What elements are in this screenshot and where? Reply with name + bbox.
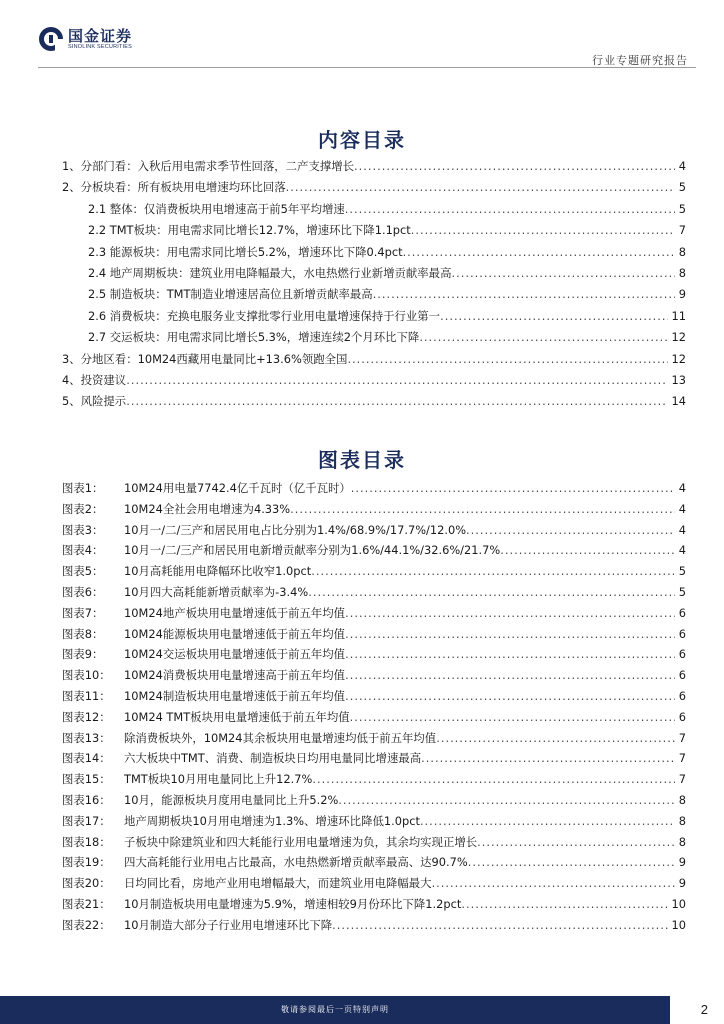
dot-leader bbox=[466, 523, 675, 537]
figure-page: 6 bbox=[678, 668, 686, 683]
dot-leader bbox=[345, 202, 675, 216]
dot-leader bbox=[286, 180, 675, 194]
toc-entry-page: 5 bbox=[678, 180, 686, 195]
toc-entry[interactable] bbox=[62, 351, 686, 372]
figure-title: 10M24 TMT板块用电量增速低于前五年均值 bbox=[124, 709, 350, 724]
figure-page: 6 bbox=[678, 688, 686, 703]
figure-entry[interactable] bbox=[62, 750, 686, 771]
toc-subentry[interactable] bbox=[62, 286, 686, 307]
figure-entry[interactable] bbox=[62, 667, 686, 688]
toc-subentry[interactable] bbox=[62, 308, 686, 329]
figure-entry[interactable] bbox=[62, 563, 686, 584]
toc-entry-page: 11 bbox=[671, 308, 686, 323]
figure-number: 图表13： bbox=[62, 730, 111, 745]
dot-leader bbox=[345, 606, 675, 620]
figure-page: 8 bbox=[678, 834, 686, 849]
toc-entry-label: 2.1 整体：仅消费板块用电增速高于前5年平均增速 bbox=[88, 201, 345, 216]
toc-entry-page: 8 bbox=[678, 244, 686, 259]
figure-entry[interactable] bbox=[62, 480, 686, 501]
figure-entry[interactable] bbox=[62, 854, 686, 875]
figure-page: 8 bbox=[678, 813, 686, 828]
toc-entry-label: 2.6 消费板块：充换电服务业支撑批零行业用电量增速保持于行业第一 bbox=[88, 308, 441, 323]
figure-number: 图表12： bbox=[62, 709, 111, 724]
toc-entry-label: 2、分板块看：所有板块用电增速均环比回落 bbox=[62, 180, 286, 195]
figure-entry[interactable] bbox=[62, 522, 686, 543]
figure-title: 10月制造大部分子行业用电增速环比下降 bbox=[124, 917, 333, 932]
figure-entry[interactable] bbox=[62, 501, 686, 522]
page-header bbox=[0, 0, 724, 70]
figure-title: 六大板块中TMT、消费、制造板块日均用电量同比增速最高 bbox=[124, 751, 422, 766]
figure-page: 4 bbox=[678, 543, 686, 558]
figure-entry[interactable] bbox=[62, 709, 686, 730]
toc-title: 内容目录 bbox=[318, 128, 406, 152]
figure-entry[interactable] bbox=[62, 792, 686, 813]
toc-subentry[interactable] bbox=[62, 265, 686, 286]
page-number: 2 bbox=[700, 1002, 708, 1017]
figure-number: 图表1： bbox=[62, 481, 104, 495]
dot-leader bbox=[338, 793, 674, 807]
figure-number: 图表9： bbox=[62, 647, 104, 662]
figure-title: 10M24地产板块用电量增速低于前五年均值 bbox=[124, 605, 346, 620]
dot-leader bbox=[432, 876, 675, 890]
figure-entry[interactable] bbox=[62, 917, 686, 938]
figure-title: 日均同比看，房地产业用电增幅最大，而建筑业用电降幅最大 bbox=[124, 876, 432, 891]
figure-entry[interactable] bbox=[62, 896, 686, 917]
dot-leader bbox=[311, 564, 674, 578]
dot-leader bbox=[411, 223, 675, 237]
figure-page: 10 bbox=[671, 917, 686, 932]
figure-number: 图表15： bbox=[62, 772, 111, 787]
figure-page: 9 bbox=[678, 855, 686, 870]
figure-entry[interactable] bbox=[62, 584, 686, 605]
report-type-label: 行业专题研究报告 bbox=[592, 54, 688, 67]
toc-entry-label: 1、分部门看：入秋后用电需求季节性回落，二产支撑增长 bbox=[62, 159, 355, 173]
dot-leader bbox=[468, 855, 675, 869]
figure-title: 10月制造板块用电量增速为5.9%，增速相较9月份环比下降1.2pct bbox=[124, 896, 462, 911]
toc-entry-page: 5 bbox=[678, 201, 686, 216]
toc-entry-page: 8 bbox=[678, 265, 686, 280]
toc-entry-label: 4、投资建议 bbox=[62, 372, 127, 387]
figure-entry[interactable] bbox=[62, 688, 686, 709]
dot-leader bbox=[345, 668, 675, 682]
toc-subentry[interactable] bbox=[62, 222, 686, 243]
dot-leader bbox=[403, 245, 675, 259]
toc-entry-label: 2.5 制造板块：TMT制造业增速居高位且新增贡献率最高 bbox=[88, 287, 373, 302]
toc-subentry[interactable] bbox=[62, 201, 686, 222]
toc-entry-label: 2.4 地产周期板块：建筑业用电降幅最大，水电热燃行业新增贡献率最高 bbox=[88, 265, 452, 280]
toc-entry[interactable] bbox=[62, 393, 686, 414]
dot-leader bbox=[345, 627, 675, 641]
figure-title: 10M24用电量7742.4亿千瓦时（亿千瓦时） bbox=[124, 481, 351, 495]
figure-title: 10M24制造板块用电量增速低于前五年均值 bbox=[124, 688, 346, 703]
figure-title: TMT板块10月用电量同比上升12.7% bbox=[124, 772, 313, 787]
toc-subentry[interactable] bbox=[62, 244, 686, 265]
dot-leader bbox=[440, 309, 667, 323]
dot-leader bbox=[290, 502, 675, 516]
toc-entry-page: 13 bbox=[671, 372, 686, 387]
table-of-contents bbox=[62, 158, 686, 415]
toc-subentry[interactable] bbox=[62, 329, 686, 350]
figure-page: 6 bbox=[678, 709, 686, 724]
figure-title: 10月，能源板块月度用电量同比上升5.2% bbox=[124, 792, 339, 807]
dot-leader bbox=[500, 543, 675, 557]
sinolink-logo-icon bbox=[38, 26, 64, 52]
dot-leader bbox=[347, 352, 667, 366]
figure-number: 图表10： bbox=[62, 668, 111, 683]
dot-leader bbox=[461, 897, 667, 911]
figure-title: 10月一/二/三产和居民用电占比分别为1.4%/68.9%/17.7%/12.0% bbox=[124, 522, 467, 537]
figure-page: 6 bbox=[678, 626, 686, 641]
figure-title: 地产周期板块10月用电增速为1.3%、增速环比降低1.0pct bbox=[124, 813, 420, 828]
figure-title: 10M24全社会用电增速为4.33% bbox=[124, 501, 291, 516]
dot-leader bbox=[350, 710, 675, 724]
dot-leader bbox=[308, 585, 675, 599]
figure-number: 图表20： bbox=[62, 876, 111, 891]
toc-entry[interactable] bbox=[62, 158, 686, 179]
figure-number: 图表21： bbox=[62, 896, 111, 911]
figure-number: 图表4： bbox=[62, 543, 104, 558]
figure-number: 图表14： bbox=[62, 751, 111, 766]
dot-leader bbox=[421, 751, 675, 765]
toc-entry-label: 5、风险提示 bbox=[62, 394, 127, 409]
figure-page: 4 bbox=[678, 501, 686, 516]
toc-entry[interactable] bbox=[62, 179, 686, 200]
figure-title: 子板块中除建筑业和四大耗能行业用电量增速为负，其余均实现正增长 bbox=[124, 834, 478, 849]
figure-title: 除消费板块外，10M24其余板块用电量增速均低于前五年均值 bbox=[124, 730, 437, 745]
disclaimer-note: 敬请参阅最后一页特别声明 bbox=[281, 1005, 389, 1014]
toc-entry[interactable] bbox=[62, 372, 686, 393]
dot-leader bbox=[373, 287, 675, 301]
figure-page: 7 bbox=[678, 751, 686, 766]
figure-index-title: 图表目录 bbox=[318, 448, 406, 472]
figure-page: 6 bbox=[678, 647, 686, 662]
dot-leader bbox=[351, 481, 675, 495]
toc-entry-label: 2.3 能源板块：用电需求同比增长5.2%，增速环比下降0.4pct bbox=[88, 244, 403, 259]
figure-entry[interactable] bbox=[62, 542, 686, 563]
dot-leader bbox=[354, 159, 675, 173]
figure-number: 图表6： bbox=[62, 584, 104, 599]
dot-leader bbox=[345, 689, 675, 703]
toc-entry-label: 3、分地区看：10M24西藏用电量同比+13.6%领跑全国 bbox=[62, 351, 348, 366]
figure-page: 4 bbox=[678, 522, 686, 537]
figure-entry[interactable] bbox=[62, 626, 686, 647]
figure-entry[interactable] bbox=[62, 875, 686, 896]
logo-english-name: SINOLINK SECURITIES bbox=[68, 43, 133, 50]
figure-page: 6 bbox=[678, 605, 686, 620]
figure-number: 图表22： bbox=[62, 917, 111, 932]
toc-entry-page: 9 bbox=[678, 287, 686, 302]
dot-leader bbox=[451, 266, 674, 280]
dot-leader bbox=[332, 918, 667, 932]
figure-number: 图表17： bbox=[62, 813, 111, 828]
figure-title: 四大高耗能行业用电占比最高，水电热燃新增贡献率最高、达90.7% bbox=[124, 855, 468, 870]
figure-title: 10M24交运板块用电量增速低于前五年均值 bbox=[124, 647, 346, 662]
figure-number: 图表19： bbox=[62, 855, 111, 870]
figure-number: 图表11： bbox=[62, 688, 111, 703]
dot-leader bbox=[420, 814, 675, 828]
company-logo bbox=[38, 26, 132, 52]
toc-entry-label: 2.2 TMT板块：用电需求同比增长12.7%，增速环比下降1.1pct bbox=[88, 223, 411, 238]
toc-entry-page: 12 bbox=[671, 330, 686, 345]
figure-number: 图表3： bbox=[62, 522, 104, 537]
figure-number: 图表7： bbox=[62, 605, 104, 620]
figure-page: 7 bbox=[678, 730, 686, 745]
figure-number: 图表18： bbox=[62, 834, 111, 849]
header-divider bbox=[38, 67, 696, 68]
page-footer bbox=[0, 996, 724, 1024]
figure-page: 5 bbox=[678, 564, 686, 579]
logo-chinese-name: 国金证券 bbox=[68, 26, 133, 45]
figure-title: 10月四大高耗能新增贡献率为-3.4% bbox=[124, 584, 309, 599]
figure-page: 7 bbox=[678, 772, 686, 787]
dot-leader bbox=[477, 835, 675, 849]
figure-page: 9 bbox=[678, 876, 686, 891]
toc-entry-page: 4 bbox=[678, 159, 686, 173]
figure-page: 8 bbox=[678, 792, 686, 807]
figure-title: 10M24能源板块用电量增速低于前五年均值 bbox=[124, 626, 346, 641]
figure-entry[interactable] bbox=[62, 646, 686, 667]
figure-title: 10月高耗能用电降幅环比收窄1.0pct bbox=[124, 564, 312, 579]
figure-number: 图表2： bbox=[62, 501, 104, 516]
dot-leader bbox=[126, 373, 667, 387]
figure-title: 10M24消费板块用电量增速高于前五年均值 bbox=[124, 668, 346, 683]
dot-leader bbox=[126, 394, 667, 408]
figure-entry[interactable] bbox=[62, 771, 686, 792]
dot-leader bbox=[436, 731, 675, 745]
figure-number: 图表8： bbox=[62, 626, 104, 641]
figure-entry[interactable] bbox=[62, 834, 686, 855]
figure-number: 图表16： bbox=[62, 792, 111, 807]
figure-entry[interactable] bbox=[62, 730, 686, 751]
toc-entry-page: 14 bbox=[671, 394, 686, 409]
figure-page: 5 bbox=[678, 584, 686, 599]
figure-number: 图表5： bbox=[62, 564, 104, 579]
figure-index bbox=[62, 480, 686, 938]
toc-entry-label: 2.7 交运板块：用电需求同比增长5.3%，增速连续2个月环比下降 bbox=[88, 330, 420, 345]
dot-leader bbox=[419, 330, 667, 344]
figure-entry[interactable] bbox=[62, 813, 686, 834]
figure-page: 4 bbox=[678, 481, 686, 495]
figure-page: 10 bbox=[671, 896, 686, 911]
toc-entry-page: 7 bbox=[678, 223, 686, 238]
figure-title: 10月一/二/三产和居民用电新增贡献率分别为1.6%/44.1%/32.6%/21.7% bbox=[124, 543, 501, 558]
figure-entry[interactable] bbox=[62, 605, 686, 626]
dot-leader bbox=[345, 647, 675, 661]
toc-entry-page: 12 bbox=[671, 351, 686, 366]
dot-leader bbox=[312, 772, 674, 786]
